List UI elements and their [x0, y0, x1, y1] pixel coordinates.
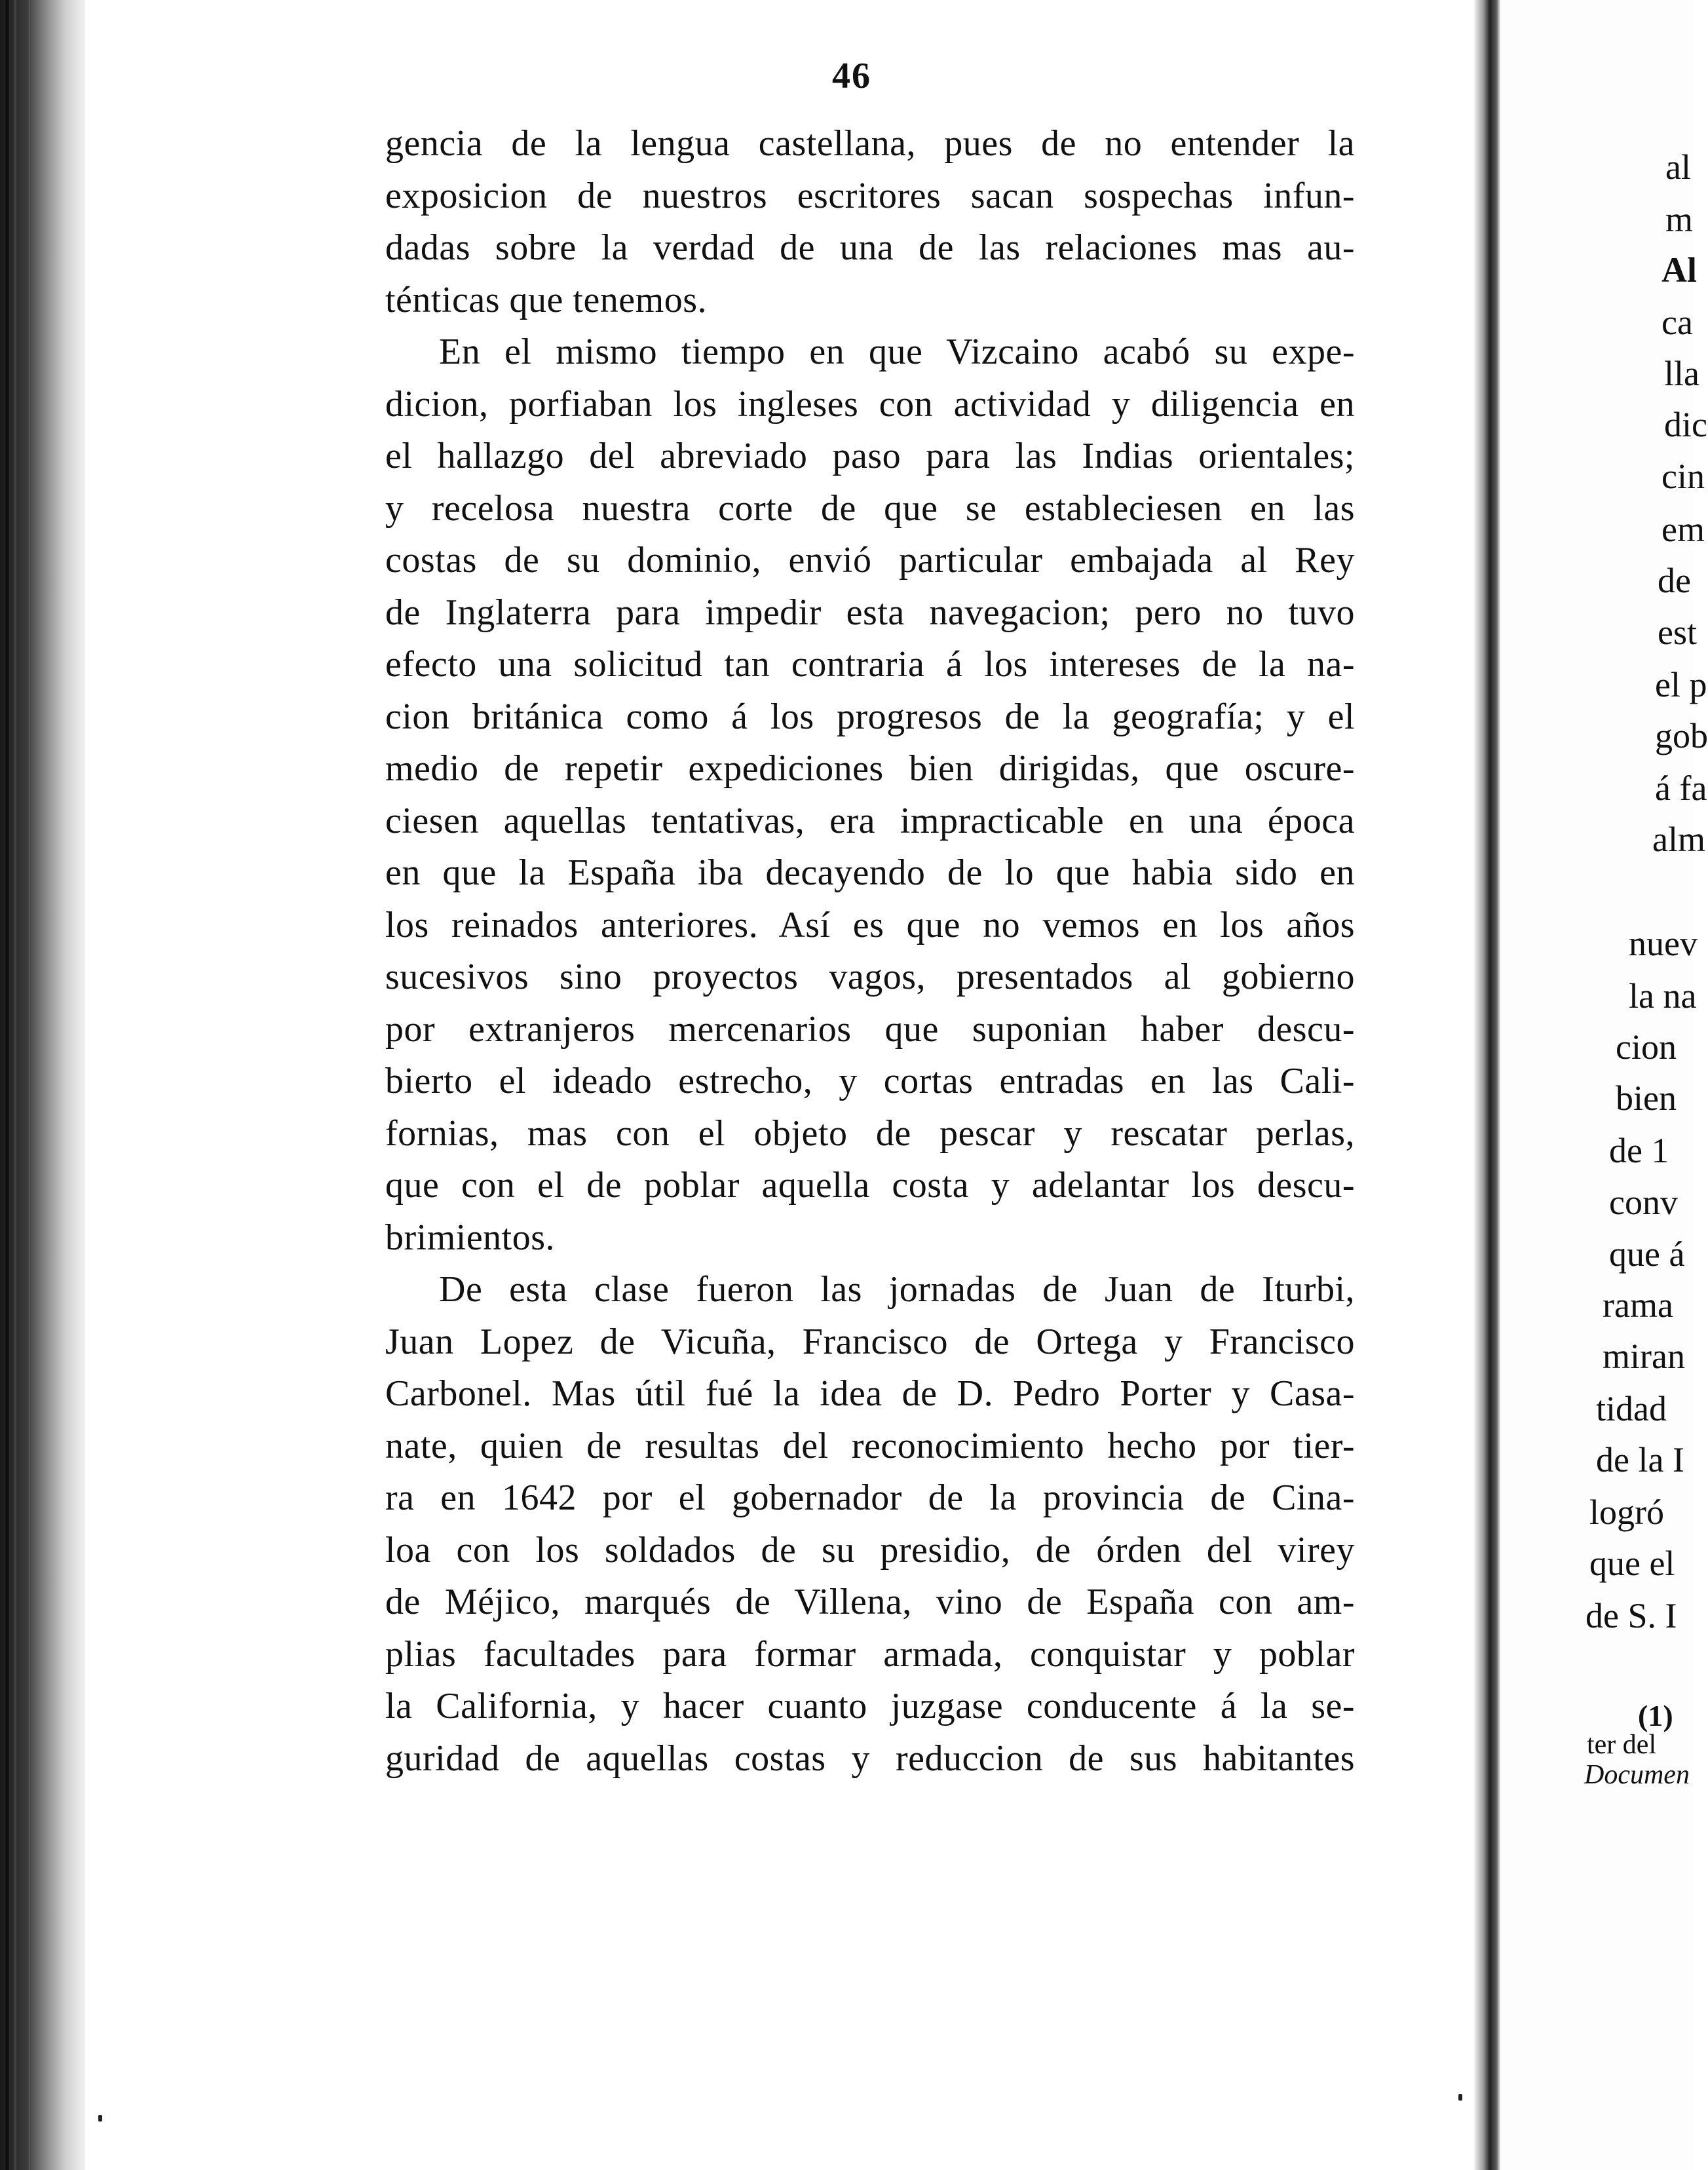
text-line: sucesivos sino proyectos vagos, presentados al gobierno	[385, 957, 1355, 997]
text-line: plias facultades para formar armada, conquistar y poblar	[385, 1633, 1355, 1675]
book-binding-left	[0, 0, 85, 2170]
text-line: por extranjeros mercenarios que suponian haber descu-	[385, 1008, 1355, 1050]
text-line: los reinados anteriores. Así es que no vemos en los años	[385, 904, 1355, 945]
text-line: Carbonel. Mas útil fué la idea de D. Pedro Porter y Casa-	[385, 1373, 1355, 1414]
facing-text-fragment: á fa	[1655, 769, 1707, 808]
facing-text-fragment: rama	[1603, 1285, 1673, 1325]
facing-text-fragment: cin	[1661, 457, 1705, 496]
facing-text-fragment: lla	[1664, 354, 1699, 393]
text-line: dicion, porfiaban los ingleses con actividad y diligencia en	[385, 383, 1355, 425]
text-line: ra en 1642 por el gobernador de la provincia de Cina-	[385, 1477, 1355, 1518]
facing-text-fragment: alm	[1652, 820, 1705, 859]
facing-footnote-marker: (1)	[1638, 1699, 1673, 1732]
book-gutter	[1474, 0, 1500, 2170]
facing-text-fragment: gob	[1655, 716, 1708, 755]
facing-text-fragment: dic	[1664, 405, 1707, 444]
text-line: Juan Lopez de Vicuña, Francisco de Ortega y Francisco	[385, 1321, 1355, 1362]
text-line: en que la España iba decayendo de lo que habia sido en	[385, 852, 1355, 893]
facing-text-fragment: bien	[1616, 1078, 1677, 1118]
facing-footnote-line: ter del	[1587, 1730, 1657, 1760]
facing-text-fragment: de la I	[1596, 1440, 1684, 1479]
page-number: 46	[832, 56, 871, 96]
facing-footnote-line: Documen	[1584, 1760, 1690, 1790]
text-line: ténticas que tenemos.	[385, 279, 708, 320]
facing-text-fragment: el p	[1655, 665, 1707, 704]
paragraph-first-line: De esta clase fueron las jornadas de Juan de Iturbi,	[439, 1269, 1355, 1310]
facing-text-fragment: cion	[1616, 1027, 1677, 1067]
text-line: nate, quien de resultas del reconocimiento hecho por tier-	[385, 1425, 1355, 1466]
text-line: que con el de poblar aquella costa y adelantar los descu-	[385, 1165, 1355, 1206]
facing-page	[1500, 0, 1708, 2170]
text-line: brimientos.	[385, 1217, 556, 1258]
text-line: gencia de la lengua castellana, pues de no entender la	[385, 123, 1355, 164]
facing-text-fragment: la na	[1629, 976, 1697, 1016]
facing-text-fragment: logró	[1589, 1493, 1664, 1532]
facing-text-fragment: al	[1665, 147, 1691, 187]
text-line: ciesen aquellas tentativas, era impracticable en una época	[385, 800, 1355, 841]
text-line: dadas sobre la verdad de una de las relaciones mas au-	[385, 227, 1355, 268]
facing-text-fragment: de 1	[1609, 1131, 1669, 1170]
paragraph-first-line: En el mismo tiempo en que Vizcaino acabó su expe-	[439, 332, 1355, 372]
text-line: loa con los soldados de su presidio, de órden del virey	[385, 1529, 1355, 1570]
facing-text-fragment: est	[1658, 613, 1697, 652]
text-line: el hallazgo del abreviado paso para las Indias orientales;	[385, 436, 1355, 476]
text-line: cion británica como á los progresos de la geografía; y el	[385, 696, 1355, 737]
text-line: bierto el ideado estrecho, y cortas entradas en las Cali-	[385, 1061, 1355, 1101]
facing-text-fragment: m	[1665, 200, 1694, 239]
facing-text-fragment: de	[1658, 561, 1691, 600]
facing-text-fragment: que á	[1609, 1234, 1685, 1274]
text-line: la California, y hacer cuanto juzgase conducente á la se-	[385, 1686, 1355, 1726]
text-line: de Méjico, marqués de Villena, vino de España con am-	[385, 1582, 1355, 1622]
text-line: y recelosa nuestra corte de que se estableciesen en las	[385, 487, 1355, 529]
facing-text-fragment: Al	[1661, 250, 1697, 290]
text-line: guridad de aquellas costas y reduccion de sus habitantes	[385, 1738, 1355, 1779]
facing-text-fragment: nuev	[1629, 924, 1698, 963]
text-line: efecto una solicitud tan contraria á los intereses de la na-	[385, 644, 1355, 685]
facing-text-fragment: miran	[1603, 1337, 1685, 1376]
scan-speck	[98, 2115, 102, 2122]
text-line: medio de repetir expediciones bien dirigidas, que oscure-	[385, 748, 1355, 789]
facing-text-fragment: que el	[1589, 1544, 1675, 1583]
facing-text-fragment: de S. I	[1585, 1596, 1677, 1635]
facing-text-fragment: ca	[1661, 303, 1693, 342]
facing-text-fragment: tidad	[1596, 1389, 1667, 1428]
text-line: exposicion de nuestros escritores sacan sospechas infun-	[385, 175, 1355, 216]
facing-text-fragment: em	[1661, 510, 1705, 549]
page-body-text	[385, 118, 1355, 1785]
text-line: de Inglaterra para impedir esta navegacion; pero no tuvo	[385, 592, 1355, 633]
facing-text-fragment: conv	[1609, 1183, 1678, 1222]
scan-speck	[1458, 2094, 1462, 2101]
text-line: fornias, mas con el objeto de pescar y rescatar perlas,	[385, 1113, 1355, 1154]
text-line: costas de su dominio, envió particular embajada al Rey	[385, 540, 1355, 581]
